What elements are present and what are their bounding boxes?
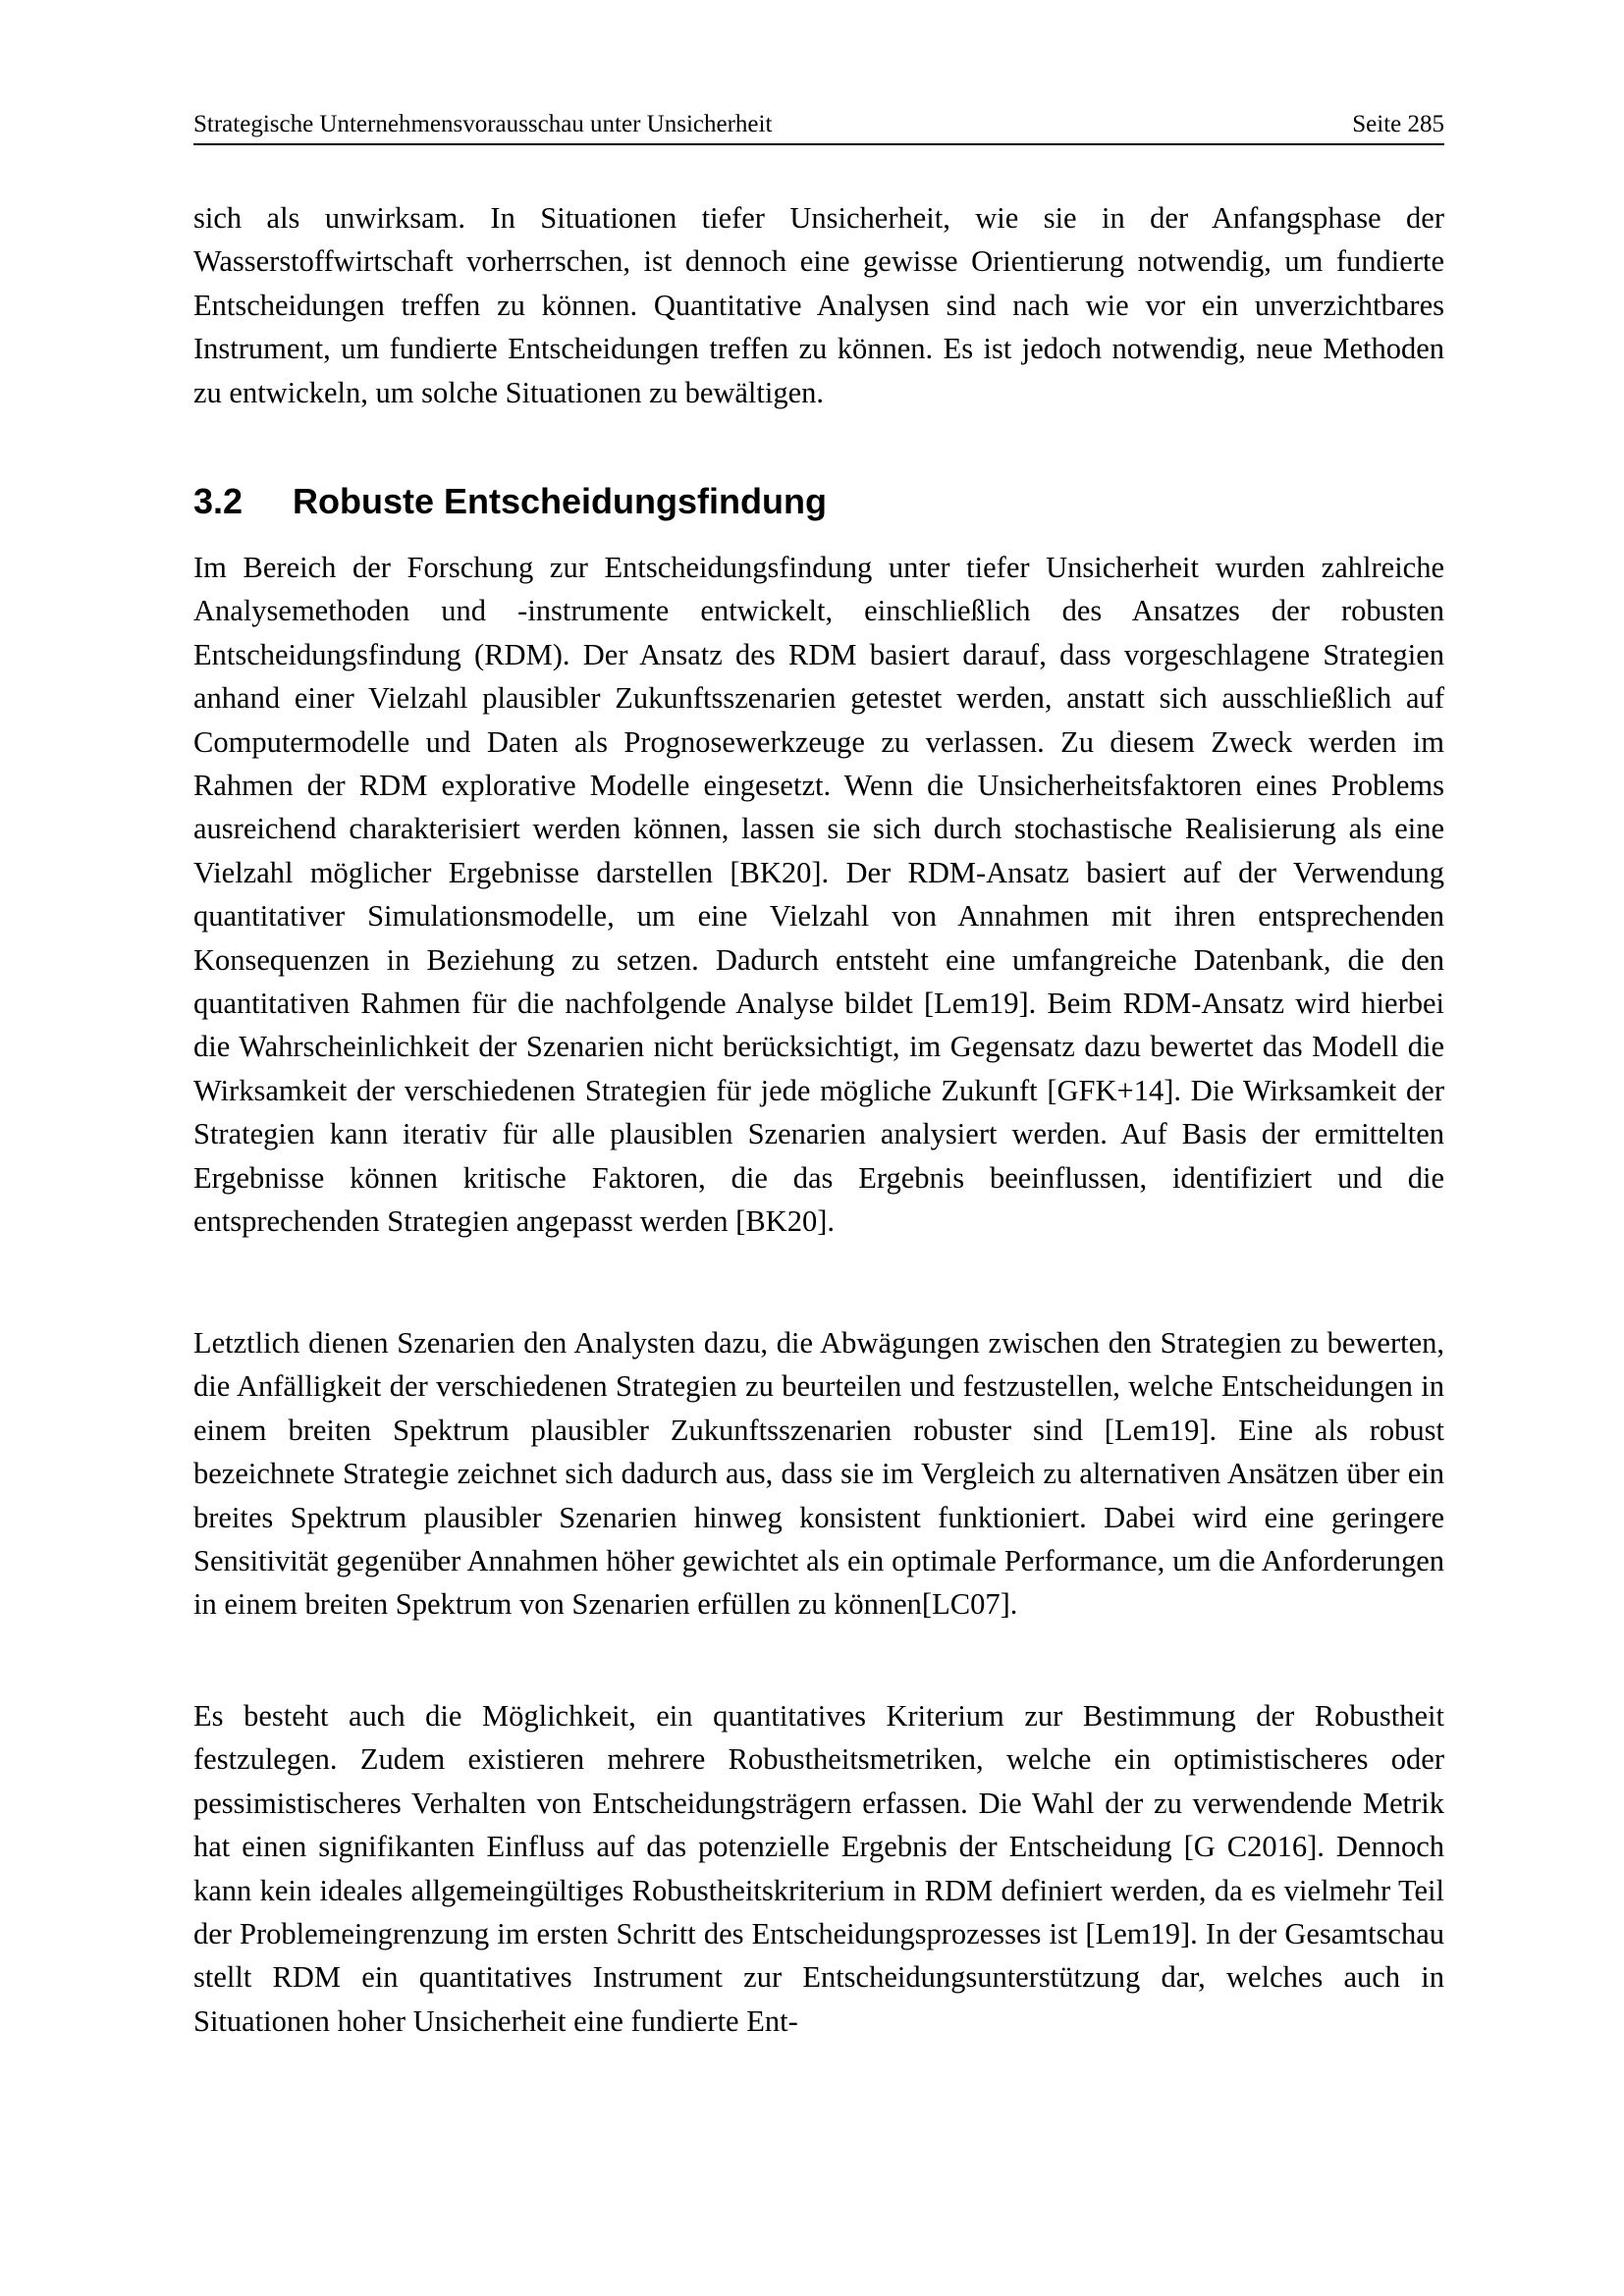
paragraph-text: Im Bereich der Forschung zur Entscheidungsfindung unter tiefer Unsicherheit wurden zahlreiche Analysemethoden und -instrumente entwickelt, einschließlich des Ansatzes der robusten Entscheidungsfindung (RDM). Der Ansatz des RDM basiert darauf, dass vorgeschlagene Strategien anhand einer Vielzahl plausibler Zukunftsszenarien getestet werden, anstatt sich ausschließlich auf Computermodelle und Daten als Prognosewerkzeuge zu verlassen. Zu diesem Zweck werden im Rahmen der RDM explorative Modelle eingesetzt. Wenn die Unsicherheitsfaktoren eines Problems ausreichend charakterisiert werden können, lassen sie sich durch stochastische Realisierung als eine Vielzahl möglicher Ergebnisse darstellen [BK20]. Der RDM-Ansatz basiert auf der Verwendung quantitativer Simulationsmodelle, um eine Vielzahl von Annahmen mit ihren entsprechenden Konsequenzen in Beziehung zu setzen. Dadurch entsteht eine umfangreiche Datenbank, die den quantitativen Rahmen für die nachfolgende Analyse bildet [Lem19]. Beim RDM-Ansatz wird hierbei die Wahrscheinlichkeit der Szenarien nicht berücksichtigt, im Gegensatz dazu bewertet das Modell die Wirksamkeit der verschiedenen Strategien für jede mögliche Zukunft [GFK+14]. Die Wirksamkeit der Strategien kann iterativ für alle plausiblen Szenarien analysiert werden. Auf Basis der ermittelten Ergebnisse können kritische Faktoren, die das Ergebnis beeinflussen, identifiziert und die entsprechenden Strategien angepasst werden [BK20]. — [193, 551, 1444, 1239]
section-number: 3.2 — [193, 481, 244, 521]
paragraph-text: sich als unwirksam. In Situationen tiefer Unsicherheit, wie sie in der Anfangsphase der Wasserstoffwirtschaft vorherrschen, ist dennoch eine gewisse Orientierung notwendig, um fundierte Entscheidungen treffen zu können. Quantitative Analysen sind nach wie vor ein unverzichtbares Instrument, um fundierte Entscheidungen treffen zu können. Es ist jedoch notwendig, neue Methoden zu entwickeln, um solche Situationen zu bewältigen. — [193, 201, 1444, 409]
running-header — [193, 108, 1444, 145]
section-heading — [193, 478, 1444, 525]
body-paragraph-2 — [193, 1321, 1444, 1627]
paragraph-text: Es besteht auch die Möglichkeit, ein quantitatives Kriterium zur Bestimmung der Robustheit festzulegen. Zudem existieren mehrere Robustheitsmetriken, welche ein optimistischeres oder pessimistischeres Verhalten von Entscheidungsträgern erfassen. Die Wahl der zu verwendende Metrik hat einen signifikanten Einfluss auf das potenzielle Ergebnis der Entscheidung [G C2016]. Dennoch kann kein ideales allgemeingültiges Robustheitskriterium in RDM definiert werden, da es vielmehr Teil der Problemeingrenzung im ersten Schritt des Entscheidungsprozesses ist [Lem19]. In der Gesamtschau stellt RDM ein quantitatives Instrument zur Entscheidungsunterstützung dar, welches auch in Situationen hoher Unsicherheit eine fundierte Ent- — [193, 1699, 1444, 2038]
body-paragraph-1 — [193, 546, 1444, 1244]
paragraph-text: Letztlich dienen Szenarien den Analysten dazu, die Abwägungen zwischen den Strategien zu bewerten, die Anfälligkeit der verschiedenen Strategien zu beurteilen und festzustellen, welche Entscheidungen in einem breiten Spektrum plausibler Zukunftsszenarien robuster sind [Lem19]. Eine als robust bezeichnete Strategie zeichnet sich dadurch aus, dass sie im Vergleich zu alternativen Ansätzen über ein breites Spektrum plausibler Szenarien hinweg konsistent funktioniert. Dabei wird eine geringere Sensitivität gegenüber Annahmen höher gewichtet als ein optimale Performance, um die Anforderungen in einem breiten Spektrum von Szenarien erfüllen zu können[LC07]. — [193, 1326, 1444, 1622]
header-title: Strategische Unternehmensvorausschau unter Unsicherheit — [193, 111, 773, 137]
page-number: Seite 285 — [1352, 111, 1444, 137]
continuation-paragraph — [193, 196, 1444, 414]
body-paragraph-3 — [193, 1694, 1444, 2043]
section-title: Robuste Entscheidungsfindung — [293, 481, 827, 521]
